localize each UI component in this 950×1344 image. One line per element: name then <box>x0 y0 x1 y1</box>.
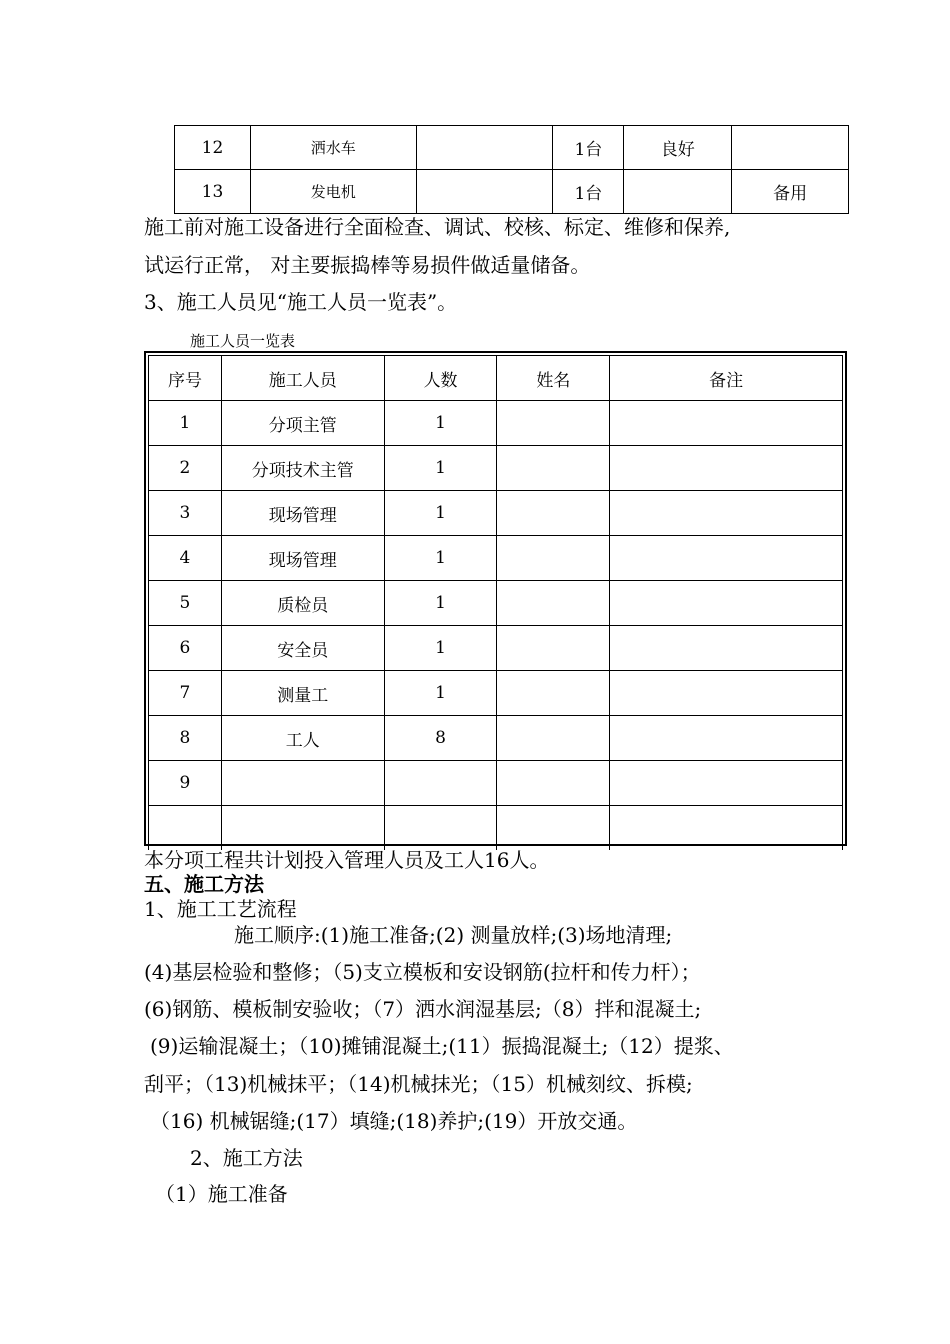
cell-name <box>497 581 610 626</box>
table-row <box>149 581 843 626</box>
table-row <box>149 536 843 581</box>
sequence-line: （16) 机械锯缝;(17）填缝;(18)养护;(19）开放交通。 <box>150 1109 638 1133</box>
cell-role: 安全员 <box>221 626 384 671</box>
cell-note <box>610 716 843 761</box>
section-heading: 五、施工方法 <box>144 872 264 896</box>
cell-no: 7 <box>149 671 222 716</box>
equipment-status: 良好 <box>624 126 732 170</box>
cell-name <box>497 716 610 761</box>
sequence-line: 刮平；（13)机械抹平；（14)机械抹光；（15）机械刻纹、拆模; <box>144 1072 693 1096</box>
equipment-name: 洒水车 <box>250 126 416 170</box>
equipment-no: 12 <box>175 126 251 170</box>
equipment-qty: 1台 <box>553 170 624 214</box>
staff-table <box>148 355 843 850</box>
cell-count: 1 <box>384 491 497 536</box>
table-row <box>149 761 843 806</box>
cell-count: 1 <box>384 401 497 446</box>
cell-name <box>497 626 610 671</box>
cell-no <box>149 806 222 851</box>
cell-role: 分项技术主管 <box>221 446 384 491</box>
header-no: 序号 <box>149 356 222 401</box>
cell-note <box>610 446 843 491</box>
item-heading: 3、施工人员见“施工人员一览表”。 <box>144 290 458 314</box>
table-caption: 施工人员一览表 <box>190 332 296 350</box>
cell-no: 3 <box>149 491 222 536</box>
cell-note <box>610 761 843 806</box>
table-row <box>149 446 843 491</box>
cell-role <box>221 761 384 806</box>
table-row <box>149 626 843 671</box>
cell-name <box>497 446 610 491</box>
paragraph-line: 施工前对施工设备进行全面检查、调试、校核、标定、维修和保养, <box>144 215 731 239</box>
table-row <box>149 491 843 536</box>
subsection-heading: 2、施工方法 <box>190 1146 303 1170</box>
cell-note <box>610 491 843 536</box>
sequence-line: (6)钢筋、模板制安验收；（7）洒水润湿基层;（8）拌和混凝土; <box>144 997 702 1021</box>
cell-no: 5 <box>149 581 222 626</box>
cell-note <box>610 671 843 716</box>
cell-count: 1 <box>384 581 497 626</box>
header-role: 施工人员 <box>221 356 384 401</box>
equipment-spec <box>416 170 553 214</box>
cell-role: 工人 <box>221 716 384 761</box>
cell-note <box>610 581 843 626</box>
cell-no: 1 <box>149 401 222 446</box>
cell-note <box>610 626 843 671</box>
sequence-line: (4)基层检验和整修；（5)支立模板和安设钢筋(拉杆和传力杆）； <box>144 960 701 984</box>
cell-count: 1 <box>384 536 497 581</box>
table-row <box>149 401 843 446</box>
sequence-line: (9)运输混凝土；（10)摊铺混凝土;(11）振捣混凝土;（12）提浆、 <box>150 1034 734 1058</box>
cell-count <box>384 806 497 851</box>
paragraph-line: 试运行正常， 对主要振捣棒等易损件做适量储备。 <box>144 253 591 277</box>
cell-role <box>221 806 384 851</box>
cell-no: 4 <box>149 536 222 581</box>
cell-no: 6 <box>149 626 222 671</box>
cell-count: 1 <box>384 626 497 671</box>
cell-no: 9 <box>149 761 222 806</box>
subsection-heading: （1）施工准备 <box>155 1182 288 1206</box>
cell-count <box>384 761 497 806</box>
cell-count: 1 <box>384 446 497 491</box>
table-row <box>175 170 849 214</box>
table-row <box>149 671 843 716</box>
equipment-no: 13 <box>175 170 251 214</box>
cell-count: 8 <box>384 716 497 761</box>
subsection-heading: 1、施工工艺流程 <box>144 897 297 921</box>
cell-name <box>497 671 610 716</box>
cell-name <box>497 761 610 806</box>
cell-role: 测量工 <box>221 671 384 716</box>
cell-role: 质检员 <box>221 581 384 626</box>
cell-role: 现场管理 <box>221 536 384 581</box>
cell-role: 分项主管 <box>221 401 384 446</box>
cell-name <box>497 491 610 536</box>
equipment-note: 备用 <box>732 170 849 214</box>
table-row <box>175 126 849 170</box>
total-line: 本分项工程共计划投入管理人员及工人16人。 <box>144 848 550 872</box>
equipment-name: 发电机 <box>250 170 416 214</box>
cell-name <box>497 536 610 581</box>
equipment-status <box>624 170 732 214</box>
table-row <box>149 716 843 761</box>
header-name: 姓名 <box>497 356 610 401</box>
equipment-note <box>732 126 849 170</box>
cell-count: 1 <box>384 671 497 716</box>
cell-no: 2 <box>149 446 222 491</box>
cell-role: 现场管理 <box>221 491 384 536</box>
table-row <box>149 806 843 851</box>
equipment-spec <box>416 126 553 170</box>
header-count: 人数 <box>384 356 497 401</box>
header-note: 备注 <box>610 356 843 401</box>
cell-name <box>497 806 610 851</box>
cell-note <box>610 536 843 581</box>
cell-note <box>610 401 843 446</box>
table-header-row <box>149 356 843 401</box>
cell-note <box>610 806 843 851</box>
cell-name <box>497 401 610 446</box>
equipment-table <box>174 125 849 214</box>
cell-no: 8 <box>149 716 222 761</box>
staff-table-frame <box>144 351 847 846</box>
sequence-line: 施工顺序:(1)施工准备;(2) 测量放样;(3)场地清理; <box>234 923 673 947</box>
equipment-qty: 1台 <box>553 126 624 170</box>
